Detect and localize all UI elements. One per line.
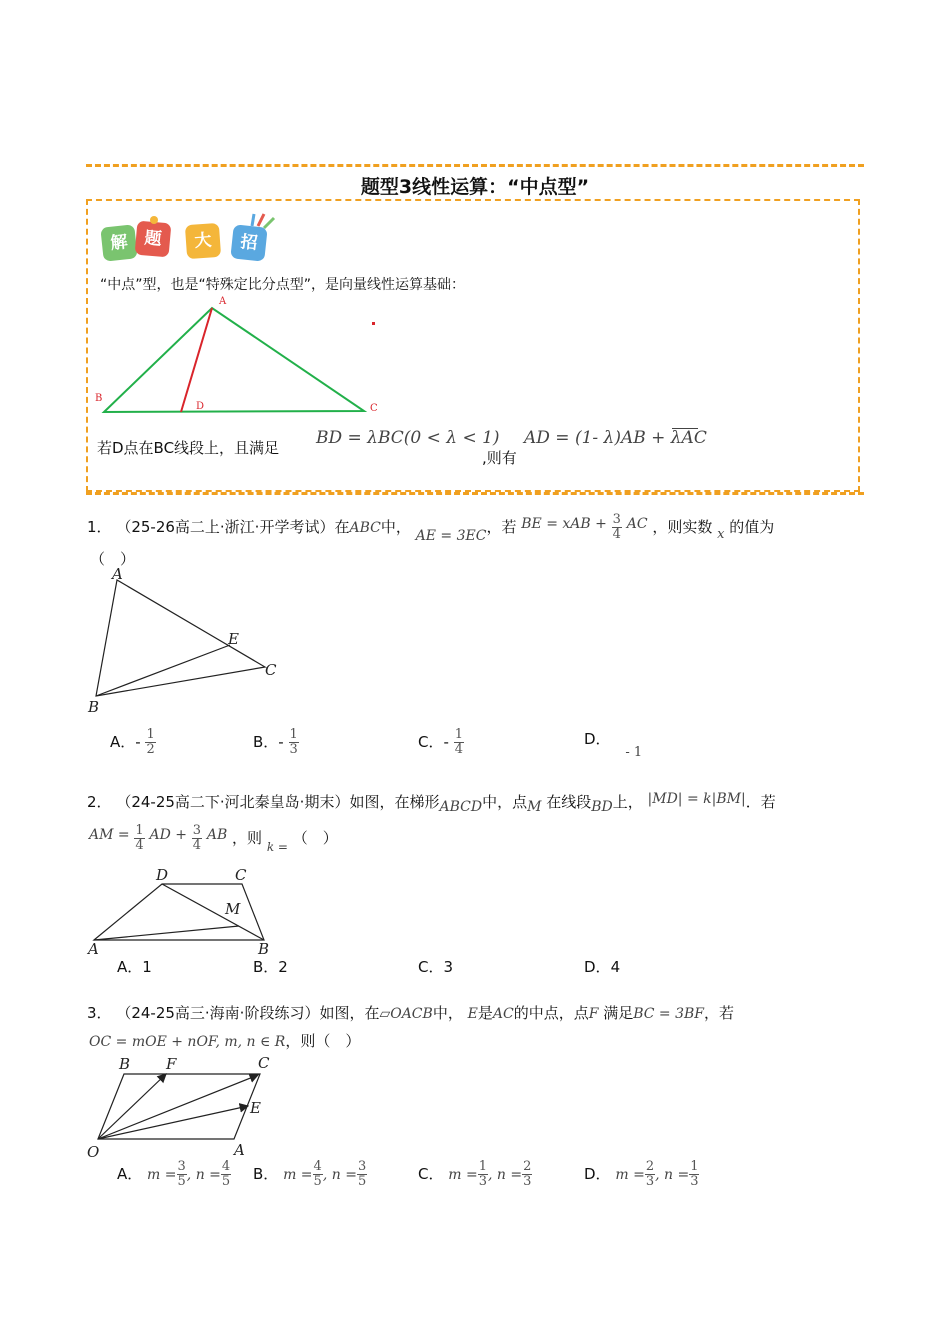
- q1-option-a[interactable]: A．- $\frac{1}{2}$: [110, 727, 155, 757]
- q1-option-b[interactable]: B．- $\frac{1}{3}$: [253, 727, 298, 757]
- q2-shape: ABCD: [439, 799, 483, 815]
- q3-f: F: [588, 1006, 599, 1022]
- q2-ask: k =: [266, 840, 288, 854]
- q3-line: [87, 1002, 734, 1023]
- result-formula: AD = (1- λ)AB + λAC: [524, 428, 707, 448]
- q1-label-b: B: [88, 698, 100, 716]
- q3-label-c: C: [258, 1054, 270, 1072]
- q1-cond: AE = 3EC: [415, 528, 487, 544]
- badge-decoration-icon: [146, 212, 286, 242]
- q3-mid2: 是: [477, 1004, 493, 1022]
- q2-mid1: 中，点: [482, 793, 528, 811]
- condition-mid: ,则有: [482, 449, 517, 467]
- q3-tail: ，若: [704, 1004, 735, 1022]
- condition-prefix: 若D点在BC线段上，且满足: [97, 439, 280, 457]
- q1-tri: ABC: [349, 520, 381, 536]
- q2-mid3: 上，: [612, 793, 643, 811]
- q3-mid3: 的中点，点: [513, 1004, 589, 1022]
- q2-label-m: M: [225, 900, 241, 918]
- q2-tail: ．若: [745, 793, 776, 811]
- q3-shape: ▱OACB: [379, 1006, 433, 1022]
- tri-label-a: A: [219, 296, 227, 307]
- q1-mid1: 中，: [380, 518, 411, 536]
- q3-mid4: 满足: [603, 1004, 634, 1022]
- q1-frac: $\frac{3}{4}$: [612, 512, 621, 542]
- q2-option-a[interactable]: A．1: [117, 958, 152, 976]
- q2-frac2: $\frac{3}{4}$: [192, 823, 202, 853]
- q3-mid1: 中，: [432, 1004, 463, 1022]
- q2-mid2: 在线段: [546, 793, 592, 811]
- q1-paren: （ ）: [90, 550, 136, 568]
- q3-option-a[interactable]: A． m = $\frac{3}{5}$ , n = $\frac{4}{5}$: [117, 1159, 231, 1189]
- q3-option-d[interactable]: D． m = $\frac{2}{3}$ , n = $\frac{1}{3}$: [584, 1159, 699, 1189]
- q3-label-o: O: [87, 1143, 100, 1161]
- q2-pt: M: [527, 799, 542, 815]
- q2-tail2: ，则: [232, 829, 263, 847]
- q1-tail2: 的值为: [729, 518, 775, 536]
- q1-formula-a: BE = xAB +: [521, 516, 607, 532]
- q1-var: x: [717, 527, 725, 542]
- q3-cond: BC = 3BF: [633, 1006, 705, 1022]
- q1-mid2: ，若: [486, 518, 517, 536]
- q3-figure: [84, 1052, 284, 1164]
- q1-tail: ，则实数: [652, 518, 713, 536]
- q2-cond: |MD| = k|BM|: [647, 791, 746, 807]
- q2-figure: [84, 864, 284, 956]
- q3-e: E: [467, 1006, 478, 1022]
- triangle-figure: [92, 290, 392, 420]
- q2-seg: BD: [591, 799, 613, 815]
- vector-bar: [672, 428, 698, 429]
- q2-label-b: B: [258, 940, 270, 956]
- q2-line2: [89, 824, 338, 853]
- top-divider: [86, 164, 864, 167]
- q3-label-e: E: [250, 1099, 261, 1117]
- q1-number: 1．: [87, 518, 112, 536]
- q2-option-c[interactable]: C．3: [418, 958, 454, 976]
- red-dot: [372, 322, 375, 325]
- tri-label-b: B: [95, 393, 103, 404]
- q2-paren: （ ）: [292, 829, 338, 847]
- q3-formula: OC = mOE + nOF, m, n ∈ R: [89, 1034, 286, 1050]
- bottom-divider: [86, 492, 864, 495]
- q3-label-b: B: [119, 1055, 131, 1073]
- q1-option-c[interactable]: C．- $\frac{1}{4}$: [418, 727, 463, 757]
- q2-label-d: D: [156, 866, 169, 884]
- q3-label-a: A: [234, 1141, 245, 1159]
- q3-tail2: ，则（ ）: [285, 1032, 361, 1050]
- q2-formula-c: AB: [206, 827, 228, 843]
- q2-option-d[interactable]: D．4: [584, 958, 621, 976]
- tri-label-d: D: [196, 401, 205, 412]
- q2-formula-a: AM =: [89, 827, 130, 843]
- q1-figure: [84, 562, 294, 716]
- q3-source: （24-25高三·海南·阶段练习）如图，在: [116, 1004, 380, 1022]
- q2-option-b[interactable]: B．2: [253, 958, 288, 976]
- q2-number: 2．: [87, 793, 112, 811]
- q1-label-c: C: [265, 661, 277, 679]
- q3-seg: AC: [492, 1006, 514, 1022]
- q1-label-e: E: [228, 630, 239, 648]
- q3-option-b[interactable]: B． m = $\frac{4}{5}$ , n = $\frac{3}{5}$: [253, 1159, 367, 1189]
- badge-1: 解: [100, 224, 137, 261]
- q1-option-d[interactable]: D． - 1: [584, 730, 643, 760]
- q2-label-c: C: [235, 866, 247, 884]
- badge-2: 题: [135, 221, 172, 258]
- q2-line: [87, 791, 776, 815]
- q1-line: [87, 513, 774, 542]
- q3-option-c[interactable]: C． m = $\frac{1}{3}$ , n = $\frac{2}{3}$: [418, 1159, 532, 1189]
- q3-line2: [89, 1030, 360, 1051]
- badge-4: 招: [230, 224, 267, 261]
- intro-text: “中点”型，也是“特殊定比分点型”，是向量线性运算基础：: [100, 277, 466, 293]
- q3-number: 3．: [87, 1004, 112, 1022]
- section-title: 题型3线性运算：“中点型”: [360, 176, 590, 198]
- tri-label-c: C: [370, 403, 378, 414]
- condition-formula: BD = λBC(0 < λ < 1): [316, 428, 500, 448]
- q2-frac1: $\frac{1}{4}$: [135, 823, 144, 853]
- q2-formula-b: AD +: [149, 827, 187, 843]
- q2-label-a: A: [88, 940, 99, 956]
- q1-formula-b: AC: [626, 516, 648, 532]
- q1-label-a: A: [112, 565, 123, 583]
- badge-3: 大: [185, 223, 221, 259]
- q2-source: （24-25高二下·河北秦皇岛·期末）如图，在梯形: [116, 793, 440, 811]
- q1-source: （25-26高二上·浙江·开学考试）在: [116, 518, 350, 536]
- q3-label-f: F: [166, 1055, 177, 1073]
